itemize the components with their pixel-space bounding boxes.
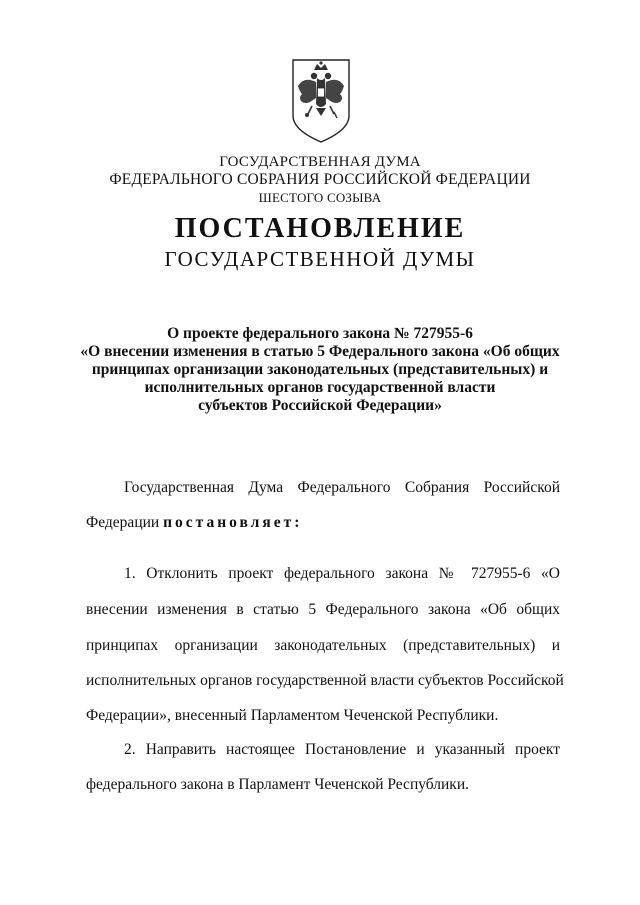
bill-heading-line: «О внесении изменения в статью 5 Федерального закона «Об общих [80,343,560,360]
resolves-word: постановляет: [163,514,303,531]
header-line-convocation: ШЕСТОГО СОЗЫВА [258,190,382,205]
item1-line: исполнительных органов государственной власти субъектов Российской [86,672,564,689]
state-emblem-icon [290,58,352,144]
bill-heading-line: О проекте федерального закона № 727955-6 [167,325,473,342]
bill-heading-line: исполнительных органов государственной власти [144,379,496,396]
item1-line: Федерации», внесенный Парламентом Чеченской Республики. [86,707,499,724]
item1-line: внесении изменения в статью 5 Федерального закона «Об общих [86,601,560,618]
intro-text: Федерации [86,514,164,531]
item1-line: принципах организации законодательных (представительных) и [86,637,560,654]
document-title: ПОСТАНОВЛЕНИЕ [174,213,466,244]
header-line-assembly: ФЕДЕРАЛЬНОГО СОБРАНИЯ РОССИЙСКОЙ ФЕДЕРАЦИИ [109,171,531,188]
document-subtitle: ГОСУДАРСТВЕННОЙ ДУМЫ [164,247,476,271]
header-line-duma: ГОСУДАРСТВЕННАЯ ДУМА [219,154,421,170]
item2-line: 2. Направить настоящее Постановление и указанный проект [124,741,560,758]
bill-heading [60,325,580,415]
item2-line: федерального закона в Парламент Чеченской Республики. [86,776,470,793]
bill-heading-line: субъектов Российской Федерации» [198,397,442,414]
intro-line: Государственная Дума Федерального Собрания Российской [124,479,560,496]
item1-line: 1. Отклонить проект федерального закона № 727955-6 «О [124,565,560,582]
bill-heading-line: принципах организации законодательных (представительных) и [91,361,549,378]
intro-line-resolves [86,513,560,532]
